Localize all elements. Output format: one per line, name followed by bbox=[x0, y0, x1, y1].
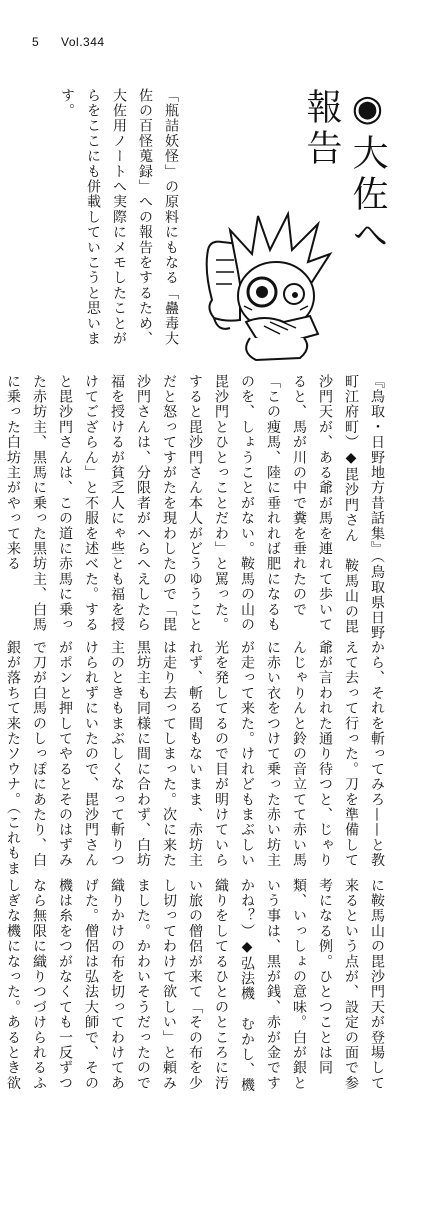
page-number: 5 bbox=[32, 35, 40, 49]
character-illustration-icon bbox=[200, 210, 335, 365]
volume-label: Vol.344 bbox=[61, 35, 105, 49]
article-block-2: から、それを斬ってみろ——と教えて去って行った。刀を準備して爺が言われた通り待つと、じゃりんじゃりんと鈴の音立てて赤い馬に赤い衣をつけて乗った赤い坊主が走って来た。けれどもまぶしい光を発してるので目が明けていられず、斬る間もないまま、赤坊主は走り去ってしまった。次に来た黒坊主も同様に間に合わず、白坊主のときもまぶしくなって斬りつけられずにいたので、毘沙門さんがポンと押してやるとそのはずみで刀が白馬のしっぽにあたり、白銀が落ちて来たソウナ。（これもま bbox=[5, 640, 385, 877]
page-header bbox=[32, 35, 105, 49]
section-title: ◉大佐へ報告 bbox=[301, 88, 388, 257]
article-block-1: 『鳥取・日野地方昔話集』（鳥取県日野町江府町）◆毘沙門さん 鞍馬山の毘沙門天が、ある爺が馬を連れて歩いてると、馬が川の中で糞を垂れたので「この痩馬、陸に垂れれば肥になるものを、しょうことがない。鞍馬の山の毘沙門とひとっことだわ」と罵った。すると毘沙門さん本人がどうゆうことだと怒ってすがたを現わしたので「毘沙門さんは、分限者がへらへえしたら福を授けるが貧乏人にゃ些とも福を授けてござらん」と不服を述べた。すると毘沙門さんは、この道に赤馬に乗った赤坊主、黒馬に乗った黒坊主、白馬に乗った白坊主がやって来る bbox=[5, 374, 385, 641]
intro-text: 「瓶詰妖怪」の原料にもなる「蠱毒大佐の百怪蒐録」への報告をするため、大佐用ノートへ実際にメモしたことがらをここにも併載していこうと思います。 bbox=[59, 88, 179, 347]
article-block-3: に鞍馬山の毘沙門天が登場して来るという点が、設定の面で参考になる例。ひとつことは同類、いっしょの意味。白が銀という事は、黒が銭、赤が金ですかね？）◆弘法機 むかし、機織りをしてるひとのところに汚い旅の僧侶が来て「その布を少し切ってわけて欲しい」と頼みました。かわいそうだったので織りかけの布を切ってわけてあげた。僧侶は弘法大師で、その機は糸をつがなくても一反ずつなら無限に織りつづけられるふしぎな機になった。あるとき欲 bbox=[5, 878, 385, 1093]
